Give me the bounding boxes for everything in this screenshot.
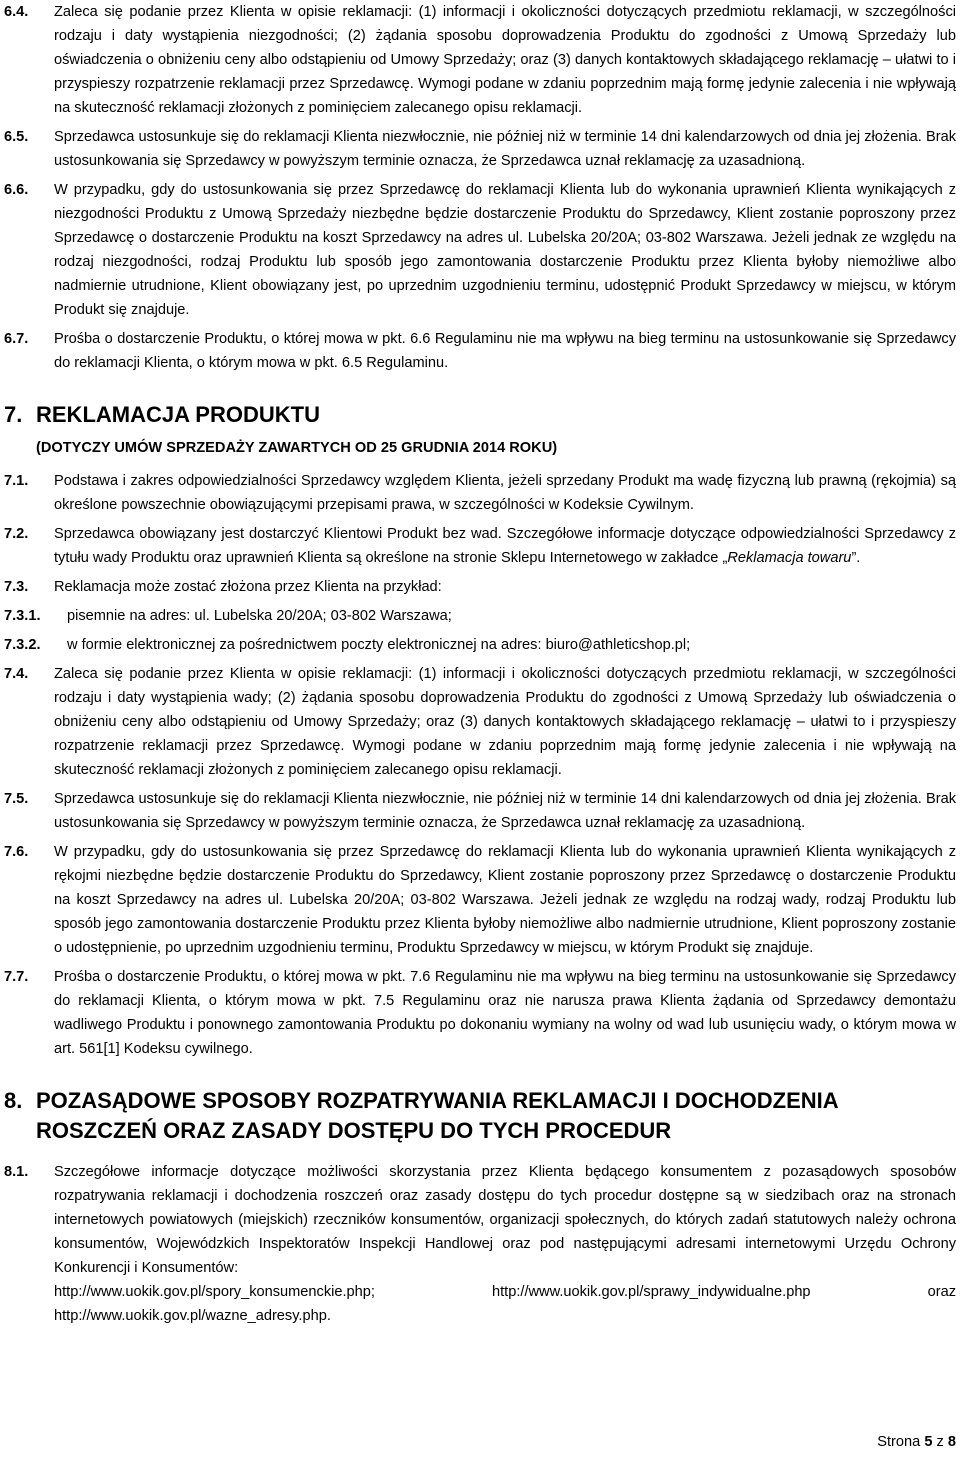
paragraph-number: 6.7. (4, 331, 29, 347)
section-title: REKLAMACJA PRODUKTU (36, 402, 320, 427)
paragraph-text: W przypadku, gdy do ustosunkowania się przez Sprzedawcę do reklamacji Klienta lub do wykonania uprawnień Klienta wynikających z niezgodności Produktu z Umową Sprzedaży niezbędne będzie dostarczenie Produktu do Sprzedawcy, Klient zostanie poproszony przez Sprzedawcę o dostarczenie Produktu na koszt Sprzedawcy na adres ul. Lubelska 20/20A; 03-802 Warszawa. Jeżeli jednak ze względu na rodzaj niezgodności, rodzaj Produktu lub sposób jego zamontowania dostarczenie Produktu przez Klienta byłoby niemożliwe albo nadmiernie utrudnione, Klient obowiązany jest, po uprzednim uzgodnieniu terminu, udostępnić Produkt Sprzedawcy w miejscu, w którym Produkt się znajduje. (54, 182, 956, 318)
paragraph-text: Zaleca się podanie przez Klienta w opisie reklamacji: (1) informacji i okoliczności dotyczących przedmiotu reklamacji, w szczególności rodzaju i daty wystąpienia niezgodności; (2) żądania sposobu doprowadzenia Produktu do zgodności z Umową Sprzedaży lub oświadczenia o obniżeniu ceny albo odstąpieniu od Umowy Sprzedaży; oraz (3) danych kontaktowych składającego reklamację – ułatwi to i przyspieszy rozpatrzenie reklamacji przez Sprzedawcę. Wymogi podane w zdaniu poprzednim mają formę jedynie zalecenia i nie wpływają na skuteczność reklamacji złożonych z pominięciem zalecanego opisu reklamacji. (54, 4, 956, 116)
paragraph-number: 7.2. (4, 526, 29, 542)
page-total: 8 (947, 1434, 956, 1450)
paragraph-8-1 (0, 1160, 960, 1328)
paragraph-number: 7.4. (4, 666, 29, 682)
reklamacja-towaru-link[interactable]: Reklamacja towaru (727, 550, 852, 566)
paragraph-7-3-2 (0, 633, 960, 657)
paragraph-6-4 (0, 0, 960, 120)
paragraph-number: 8.1. (4, 1164, 29, 1180)
section-7-heading (0, 400, 960, 430)
paragraph-text: w formie elektronicznej za pośrednictwem poczty elektronicznej na adres: biuro@athleticshop.pl; (67, 637, 691, 653)
paragraph-text: pisemnie na adres: ul. Lubelska 20/20A; 03-802 Warszawa; (67, 608, 452, 624)
paragraph-number: 7.6. (4, 844, 29, 860)
paragraph-text: Sprzedawca ustosunkuje się do reklamacji Klienta niezwłocznie, nie później niż w terminie 14 dni kalendarzowych od dnia jej złożenia. Brak ustosunkowania się Sprzedawcy w powyższym terminie oznacza, że Sprzedawca uznał reklamację za uzasadnioną. (54, 129, 956, 169)
section-title-line-2: ROSZCZEŃ ORAZ ZASADY DOSTĘPU DO TYCH PROCEDUR (36, 1118, 672, 1143)
paragraph-number: 6.6. (4, 182, 29, 198)
url-row (54, 1280, 956, 1304)
paragraph-7-5 (0, 787, 960, 835)
paragraph-text: Zaleca się podanie przez Klienta w opisie reklamacji: (1) informacji i okoliczności dotyczących przedmiotu reklamacji, w szczególności rodzaju i daty wystąpienia wady; (2) żądania sposobu doprowadzenia Produktu do zgodności z Umową Sprzedaży lub oświadczenia o obniżeniu ceny albo odstąpieniu od Umowy Sprzedaży; oraz (3) danych kontaktowych składającego reklamację – ułatwi to i przyspieszy rozpatrzenie reklamacji przez Sprzedawcę. Wymogi podane w zdaniu poprzednim mają formę jedynie zalecenia i nie wpływają na skuteczność reklamacji złożonych z pominięciem zalecanego opisu reklamacji. (54, 666, 956, 778)
paragraph-6-6 (0, 178, 960, 322)
paragraph-7-4 (0, 662, 960, 782)
section-8-heading (0, 1086, 960, 1146)
paragraph-6-7 (0, 327, 960, 375)
conjunction-text: oraz (927, 1284, 956, 1300)
paragraph-number: 6.4. (4, 4, 29, 20)
paragraph-6-5 (0, 125, 960, 173)
paragraph-text: Sprzedawca obowiązany jest dostarczyć Klientowi Produkt bez wad. Szczegółowe informacje dotyczące odpowiedzialności Sprzedawcy z tytułu wady Produktu oraz uprawnień Klienta są określone na stronie Sklepu Internetowego w zakładce „ (54, 526, 956, 566)
paragraph-number: 7.3.2. (4, 637, 41, 653)
section-title-line-1: POZASĄDOWE SPOSOBY ROZPATRYWANIA REKLAMACJI I DOCHODZENIA (36, 1088, 839, 1113)
page-label: Strona (877, 1434, 921, 1450)
paragraph-7-7 (0, 965, 960, 1061)
paragraph-7-3-1 (0, 604, 960, 628)
paragraph-number: 7.5. (4, 791, 29, 807)
paragraph-number: 7.3.1. (4, 608, 41, 624)
uokik-spory-link[interactable]: http://www.uokik.gov.pl/spory_konsumenckie.php; (54, 1284, 375, 1300)
section-7-subtitle: (DOTYCZY UMÓW SPRZEDAŻY ZAWARTYCH OD 25 GRUDNIA 2014 ROKU) (36, 440, 558, 456)
paragraph-text: Podstawa i zakres odpowiedzialności Sprzedawcy względem Klienta, jeżeli sprzedany Produkt ma wadę fizyczną lub prawną (rękojmia) są określone powszechnie obowiązującymi przepisami prawa, w szczególności w Kodeksie Cywilnym. (54, 473, 956, 513)
paragraph-text: W przypadku, gdy do ustosunkowania się przez Sprzedawcę do reklamacji Klienta lub do wykonania uprawnień Klienta wynikających z rękojmi niezbędne będzie dostarczenie Produktu do Sprzedawcy, Klient zostanie poproszony przez Sprzedawcę o dostarczenie Produktu na koszt Sprzedawcy na adres ul. Lubelska 20/20A; 03-802 Warszawa. Jeżeli jednak ze względu na rodzaj wady, rodzaj Produktu lub sposób jego zamontowania dostarczenie Produktu przez Klienta byłoby niemożliwe albo nadmiernie utrudnione, Klient poproszony zostanie o udostępnienie, po uprzednim uzgodnieniu terminu, Produktu Sprzedawcy w miejscu, w którym Produkt się znajduje. (54, 844, 956, 956)
paragraph-number: 7.3. (4, 579, 29, 595)
paragraph-7-3 (0, 575, 960, 599)
section-number: 8. (4, 1088, 23, 1113)
section-number: 7. (4, 402, 23, 427)
paragraph-number: 7.1. (4, 473, 29, 489)
page-separator: z (936, 1434, 944, 1450)
uokik-sprawy-link[interactable]: http://www.uokik.gov.pl/sprawy_indywidualne.php (492, 1284, 811, 1300)
paragraph-text-end: ”. (851, 550, 861, 566)
uokik-adresy-link[interactable]: http://www.uokik.gov.pl/wazne_adresy.php. (54, 1308, 331, 1324)
paragraph-text: Prośba o dostarczenie Produktu, o której mowa w pkt. 6.6 Regulaminu nie ma wpływu na bieg terminu na ustosunkowanie się Sprzedawcy do reklamacji Klienta, o którym mowa w pkt. 6.5 Regulaminu. (54, 331, 956, 371)
paragraph-7-1 (0, 469, 960, 517)
paragraph-number: 6.5. (4, 129, 29, 145)
paragraph-7-6 (0, 840, 960, 960)
page-footer (877, 1430, 956, 1454)
paragraph-7-2 (0, 522, 960, 570)
paragraph-text: Reklamacja może zostać złożona przez Klienta na przykład: (54, 579, 442, 595)
paragraph-number: 7.7. (4, 969, 29, 985)
paragraph-text: Sprzedawca ustosunkuje się do reklamacji Klienta niezwłocznie, nie później niż w terminie 14 dni kalendarzowych od dnia jej złożenia. Brak ustosunkowania się Sprzedawcy w powyższym terminie oznacza, że Sprzedawca uznał reklamację za uzasadnioną. (54, 791, 956, 831)
paragraph-text: Szczegółowe informacje dotyczące możliwości skorzystania przez Klienta będącego konsumentem z pozasądowych sposobów rozpatrywania reklamacji i dochodzenia roszczeń oraz zasady dostępu do tych procedur dostępne są w siedzibach oraz na stronach internetowych powiatowych (miejskich) rzeczników konsumentów, organizacji społecznych, do których zadań statutowych należy ochrona konsumentów, Wojewódzkich Inspektoratów Inspekcji Handlowej oraz pod następującymi adresami internetowymi Urzędu Ochrony Konkurencji i Konsumentów: (54, 1164, 956, 1276)
page-current: 5 (924, 1434, 933, 1450)
paragraph-text: Prośba o dostarczenie Produktu, o której mowa w pkt. 7.6 Regulaminu nie ma wpływu na bieg terminu na ustosunkowanie się Sprzedawcy do reklamacji Klienta, o którym mowa w pkt. 7.5 Regulaminu oraz nie narusza prawa Klienta żądania od Sprzedawcy demontażu wadliwego Produktu i ponownego zamontowania Produktu po dokonaniu wymiany na wolny od wad lub usunięciu wady, o którym mowa w art. 561[1] Kodeksu cywilnego. (54, 969, 956, 1057)
